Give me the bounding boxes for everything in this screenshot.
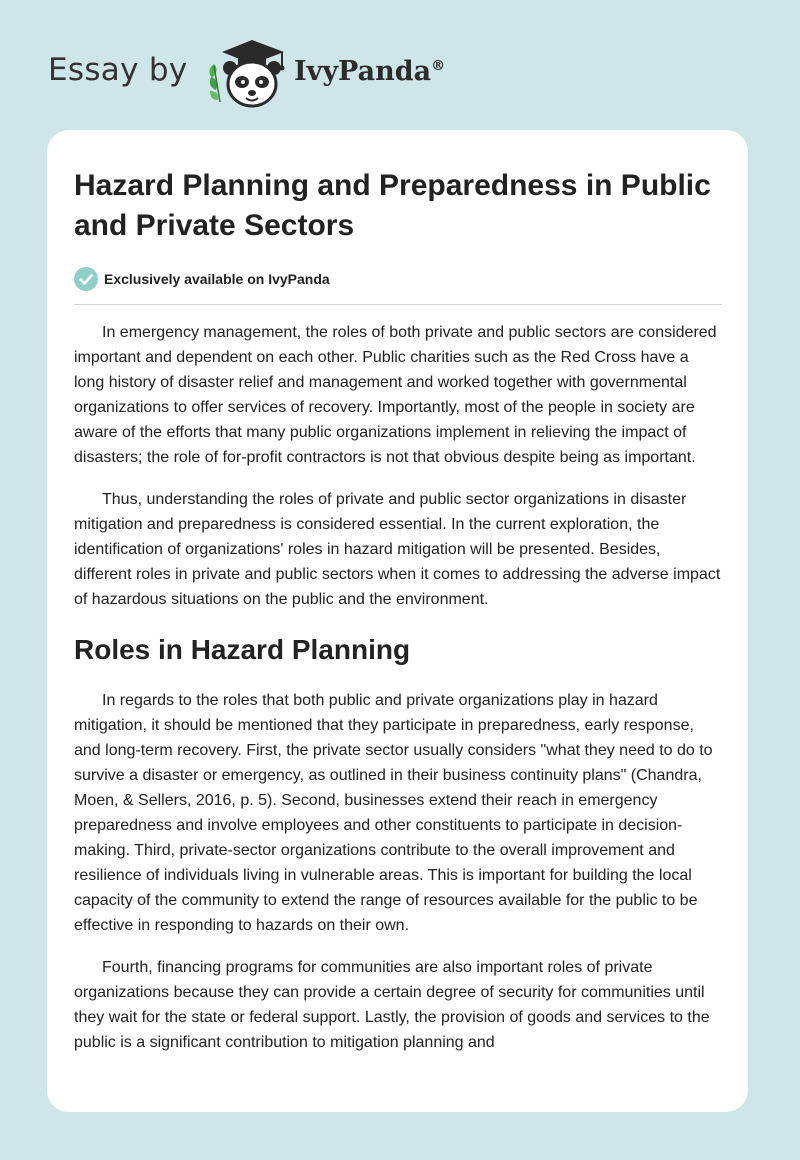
check-circle-icon bbox=[74, 267, 98, 291]
panda-logo-icon[interactable] bbox=[202, 38, 292, 110]
essay-title: Hazard Planning and Preparedness in Public and Private Sectors bbox=[74, 169, 711, 242]
ivy-leaf-icon bbox=[209, 64, 220, 102]
site-header bbox=[48, 38, 748, 108]
registered-mark: ® bbox=[431, 58, 446, 74]
exclusive-label: Exclusively available on IvyPanda bbox=[104, 271, 330, 287]
section-heading: Roles in Hazard Planning bbox=[74, 634, 411, 665]
body-paragraph: In emergency management, the roles of both private and public sectors are considered important and dependent on each other. Public charities such as the Red Cross have a long history of disaster relief and management and worked together with governmental organizations to offer services of recovery. Importantly, most of the people in society are aware of the efforts that many public organizations implement in relieving the impact of disasters; the role of for-profit contractors is not that obvious despite being as important. bbox=[74, 324, 717, 466]
exclusive-badge bbox=[74, 266, 722, 292]
body-paragraph: In regards to the roles that both public and private organizations play in hazard mitigation, it should be mentioned that they participate in preparedness, early response, and long-term recovery. First, the private sector usually considers "what they need to do to survive a disaster or emergency, as outlined in their business continuity plans" (Chandra, Moen, & Sellers, 2016, p. 5). Second, businesses extend their reach in emergency preparedness and involve employees and other constituents to participate in decision-making. Third, private-sector organizations contribute to the overall improvement and resilience of individuals living in vulnerable areas. This is important for building the local capacity of the community to extend the range of resources available for the public to be effective in responding to hazards on their own. bbox=[74, 692, 713, 934]
essay-card bbox=[47, 130, 748, 1112]
essay-by-label: Essay by bbox=[48, 52, 188, 88]
title-divider bbox=[74, 304, 722, 305]
brand-name: IvyPanda bbox=[294, 56, 432, 87]
brand-logo-text[interactable] bbox=[294, 56, 445, 87]
body-paragraph: Fourth, financing programs for communities are also important roles of private organizations because they can provide a certain degree of security for communities until they wait for the state or federal support. Lastly, the provision of goods and services to the public is a significant contribution to mitigation planning and bbox=[74, 959, 710, 1051]
body-paragraph: Thus, understanding the roles of private and public sector organizations in disaster mitigation and preparedness is considered essential. In the current exploration, the identification of organizations' roles in hazard mitigation will be presented. Besides, different roles in private and public sectors when it comes to addressing the adverse impact of hazardous situations on the public and the environment. bbox=[74, 491, 721, 608]
